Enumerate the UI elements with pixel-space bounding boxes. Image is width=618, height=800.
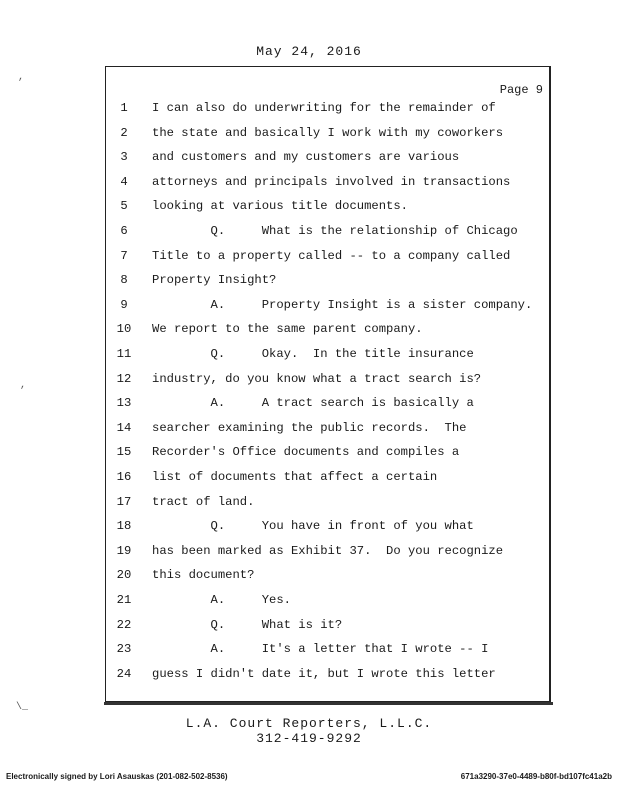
line-text: this document? [152,568,255,583]
line-number: 4 [120,174,128,189]
line-text: Q. What is it? [152,617,343,632]
line-number: 21 [116,593,132,607]
line-number: 12 [116,371,132,386]
line-number: 22 [116,617,132,632]
line-number: 14 [116,420,132,435]
transcript-line [106,642,546,664]
line-number: 20 [116,568,132,583]
line-text: Recorder's Office documents and compiles a [152,445,460,460]
line-text: A. Property Insight is a sister company. [152,297,533,312]
line-number: 5 [120,199,128,214]
line-number: 16 [116,470,132,484]
line-text: Q. You have in front of you what [152,519,474,534]
transcript-line [106,519,546,541]
transcript-line [106,126,546,148]
line-number: 23 [116,642,132,657]
transcript-line [106,347,546,369]
electronic-signature: Electronically signed by Lori Asauskas (201-082-502-8536) [6,772,228,781]
court-reporter-phone: 312-419-9292 [256,731,362,746]
transcript-line [106,495,546,517]
court-reporter-name: L.A. Court Reporters, L.L.C. [185,716,433,731]
line-text: Title to a property called -- to a company called [152,248,511,263]
line-text: attorneys and principals involved in transactions [152,174,511,189]
line-text: list of documents that affect a certain [152,470,438,484]
line-text: tract of land. [152,494,255,509]
line-number: 18 [116,519,132,534]
transcript-line [106,175,546,197]
line-text: guess I didn't date it, but I wrote this letter [152,666,496,681]
transcript-line [106,544,546,566]
margin-mark: , [18,72,25,83]
transcript-line [106,421,546,443]
transcript-line [106,593,546,615]
line-number: 9 [120,297,128,312]
line-number: 8 [120,273,128,288]
transcript-line [106,249,546,271]
line-text: searcher examining the public records. The [152,420,467,435]
line-text: Property Insight? [152,273,277,288]
line-text: A. A tract search is basically a [152,396,474,411]
line-number: 2 [120,125,128,140]
line-text: the state and basically I work with my coworkers [152,125,504,140]
transcript-line [106,568,546,590]
line-text: A. It's a letter that I wrote -- I [152,642,489,657]
line-number: 13 [116,396,132,411]
page-number: Page 9 [499,83,543,97]
line-number: 15 [116,445,132,460]
line-number: 1 [120,101,128,115]
transcript-line [106,396,546,418]
transcript-line [106,150,546,172]
transcript-line [106,298,546,320]
line-number: 19 [116,543,132,558]
line-text: industry, do you know what a tract search is? [152,371,482,386]
line-number: 3 [120,150,128,165]
transcript-line [106,101,546,123]
transcript-line [106,372,546,394]
line-number: 24 [116,666,132,681]
transcript-line [106,667,546,689]
document-id: 671a3290-37e0-4489-b80f-bd107fc41a2b [460,772,612,781]
margin-mark: \_ [16,702,29,713]
transcript-line [106,273,546,295]
line-number: 10 [116,322,132,337]
line-text: Q. Okay. In the title insurance [152,347,474,361]
transcript-line [106,445,546,467]
line-text: and customers and my customers are various [152,150,460,165]
transcript-line [106,618,546,640]
margin-mark: , [20,380,27,391]
line-number: 17 [116,494,132,509]
line-number: 7 [120,248,128,263]
transcript-page-frame [105,66,551,702]
line-text: Q. What is the relationship of Chicago [152,224,518,238]
line-text: I can also do underwriting for the remainder of [152,101,496,115]
line-text: looking at various title documents. [152,199,408,214]
line-text: We report to the same parent company. [152,322,423,337]
transcript-line [106,322,546,344]
transcript-line [106,199,546,221]
line-text: A. Yes. [152,593,291,607]
transcript-line [106,224,546,246]
transcript-date: May 24, 2016 [256,44,362,59]
line-number: 11 [116,347,132,361]
line-number: 6 [120,224,128,238]
line-text: has been marked as Exhibit 37. Do you recognize [152,543,504,558]
transcript-line [106,470,546,492]
